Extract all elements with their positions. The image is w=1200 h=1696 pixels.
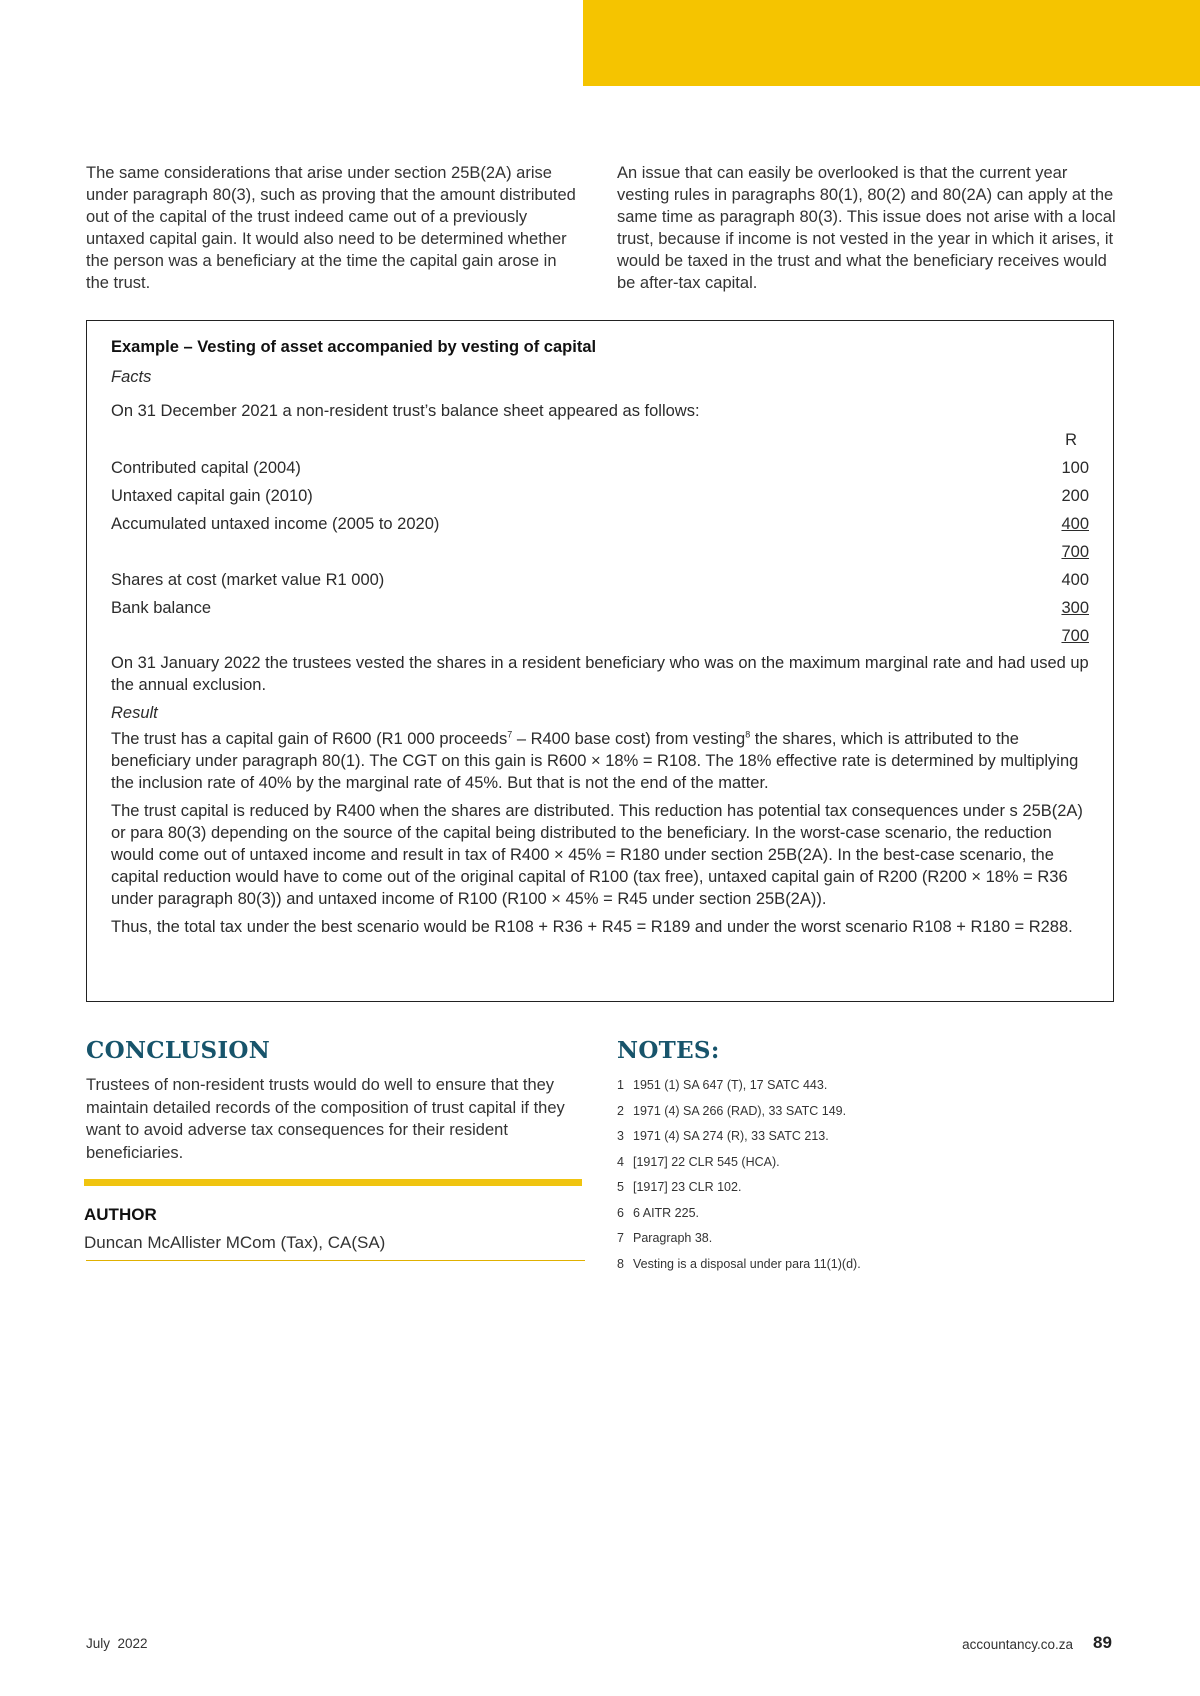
- table-cell-amount: 400: [1061, 515, 1089, 533]
- result-text: the shares, which is attributed to the beneficiary under paragraph 80(1). The CGT on this gain is R600 × 18% = R108. The 18% effective rate is determined by multiplying the inclusion rate of 40% by the marginal rate of 45%. But that is not the end of the matter.: [111, 730, 1079, 792]
- list-item: [617, 1074, 1117, 1100]
- result-paragraph-2: The trust capital is reduced by R400 when the shares are distributed. This reduction has potential tax consequences under s 25B(2A) or para 80(3) depending on the source of the capital being distributed to the beneficiary. In the worst-case scenario, the reduction would come out of untaxed income and result in tax of R400 × 45% = R180 under section 25B(2A). In the best-case scenario, the capital reduction would have to come out of the original capital of R100 (tax free), untaxed capital gain of R200 (R200 × 18% = R36 under paragraph 80(3)) and untaxed income of R100 (R100 × 45% = R45 under section 25B(2A)).: [111, 802, 1083, 908]
- table-row: [111, 566, 1089, 594]
- list-item: [617, 1253, 1117, 1279]
- note-text: 1951 (1) SA 647 (T), 17 SATC 443.: [633, 1078, 828, 1092]
- note-number: 8: [617, 1256, 624, 1271]
- conclusion-section: [86, 1037, 576, 1164]
- conclusion-text: Trustees of non-resident trusts would do well to ensure that they maintain detailed records of the composition of trust capital if they want to avoid adverse tax consequences for their resident beneficiaries.: [86, 1076, 565, 1162]
- table-cell-label: [111, 426, 1017, 454]
- result-label: Result: [111, 704, 158, 722]
- table-cell-label: Shares at cost (market value R1 000): [111, 571, 385, 589]
- note-number: 1: [617, 1078, 624, 1092]
- note-number: 6: [617, 1205, 624, 1220]
- result-paragraph-3: Thus, the total tax under the best scenario would be R108 + R36 + R45 = R189 and under the worst scenario R108 + R180 = R288.: [111, 918, 1073, 936]
- note-text: 1971 (4) SA 266 (RAD), 33 SATC 149.: [633, 1103, 847, 1118]
- note-number: 3: [617, 1129, 624, 1143]
- table-row: [111, 454, 1089, 482]
- list-item: [617, 1125, 1117, 1151]
- author-label: AUTHOR: [84, 1205, 157, 1224]
- table-cell-label: [111, 538, 1017, 566]
- intro-right-paragraph: An issue that can easily be overlooked is that the current year vesting rules in paragraphs 80(1), 80(2) and 80(2A) can apply at the same time as paragraph 80(3). This issue does not arise with a local trust, because if income is not vested in the year in which it arises, it would be taxed in the trust and what the beneficiary receives would be after-tax capital.: [617, 164, 1116, 292]
- footnote-ref: 7: [507, 729, 513, 740]
- divider: [84, 1179, 582, 1186]
- list-item: [617, 1202, 1117, 1228]
- table-row: [111, 482, 1089, 510]
- vesting-paragraph: On 31 January 2022 the trustees vested the shares in a resident beneficiary who was on the maximum marginal rate and had used up the annual exclusion.: [111, 654, 1089, 694]
- note-text: Paragraph 38.: [633, 1231, 713, 1245]
- footer-date: July 2022: [86, 1636, 148, 1651]
- header-accent-bar: [583, 0, 1200, 86]
- table-cell-amount: 100: [1061, 459, 1089, 477]
- notes-list: [617, 1074, 1117, 1278]
- note-text: Vesting is a disposal under para 11(1)(d).: [633, 1256, 861, 1271]
- list-item: [617, 1151, 1117, 1177]
- example-box: [86, 320, 1114, 1002]
- note-text: 6 AITR 225.: [633, 1205, 700, 1220]
- table-row: [111, 622, 1089, 650]
- divider: [86, 1260, 585, 1261]
- note-number: 4: [617, 1154, 624, 1169]
- table-cell-label: Untaxed capital gain (2010): [111, 487, 313, 505]
- table-row: [111, 426, 1089, 454]
- result-paragraph-1: [111, 728, 1089, 794]
- table-cell-total: 700: [1061, 627, 1089, 645]
- note-number: 5: [617, 1180, 624, 1194]
- example-title: Example – Vesting of asset accompanied by vesting of capital: [111, 338, 597, 356]
- table-cell-amount: 200: [1061, 487, 1089, 505]
- facts-label: Facts: [111, 368, 152, 386]
- table-row: [111, 594, 1089, 622]
- intro-left-paragraph: The same considerations that arise under section 25B(2A) arise under paragraph 80(3), such as proving that the amount distributed out of the capital of the trust indeed came out of a previously untaxed capital gain. It would also need to be determined whether the person was a beneficiary at the time the capital gain arose in the trust.: [86, 164, 576, 292]
- table-cell-label: Accumulated untaxed income (2005 to 2020): [111, 515, 440, 533]
- table-cell-amount: 300: [1061, 599, 1089, 617]
- list-item: [617, 1176, 1117, 1202]
- note-text: [1917] 23 CLR 102.: [633, 1180, 742, 1194]
- result-text: – R400 base cost) from vesting: [512, 730, 746, 748]
- result-text: The trust has a capital gain of R600 (R1 000 proceeds: [111, 730, 508, 748]
- conclusion-heading: CONCLUSION: [86, 1037, 271, 1064]
- page-number: 89: [1093, 1633, 1112, 1652]
- table-row: [111, 538, 1089, 566]
- note-number: 7: [617, 1231, 624, 1245]
- note-text: 1971 (4) SA 274 (R), 33 SATC 213.: [633, 1129, 829, 1143]
- note-number: 2: [617, 1103, 624, 1118]
- footnote-ref: 8: [745, 729, 751, 740]
- currency-header: R: [1065, 431, 1077, 449]
- list-item: [617, 1227, 1117, 1253]
- table-cell-total: 700: [1061, 543, 1089, 561]
- balance-sheet-table: [111, 426, 1089, 650]
- table-cell-label: Contributed capital (2004): [111, 459, 301, 477]
- footer-site: accountancy.co.za: [962, 1637, 1073, 1652]
- facts-intro: On 31 December 2021 a non-resident trust’s balance sheet appeared as follows:: [111, 402, 700, 420]
- table-cell-label: Bank balance: [111, 599, 211, 617]
- table-cell-label: [111, 622, 1017, 650]
- notes-section: [617, 1037, 1117, 1278]
- list-item: [617, 1100, 1117, 1126]
- table-row: [111, 510, 1089, 538]
- notes-heading: NOTES:: [617, 1037, 720, 1064]
- table-cell-amount: 400: [1061, 571, 1089, 589]
- note-text: [1917] 22 CLR 545 (HCA).: [633, 1154, 780, 1169]
- author-name: Duncan McAllister MCom (Tax), CA(SA): [84, 1233, 386, 1252]
